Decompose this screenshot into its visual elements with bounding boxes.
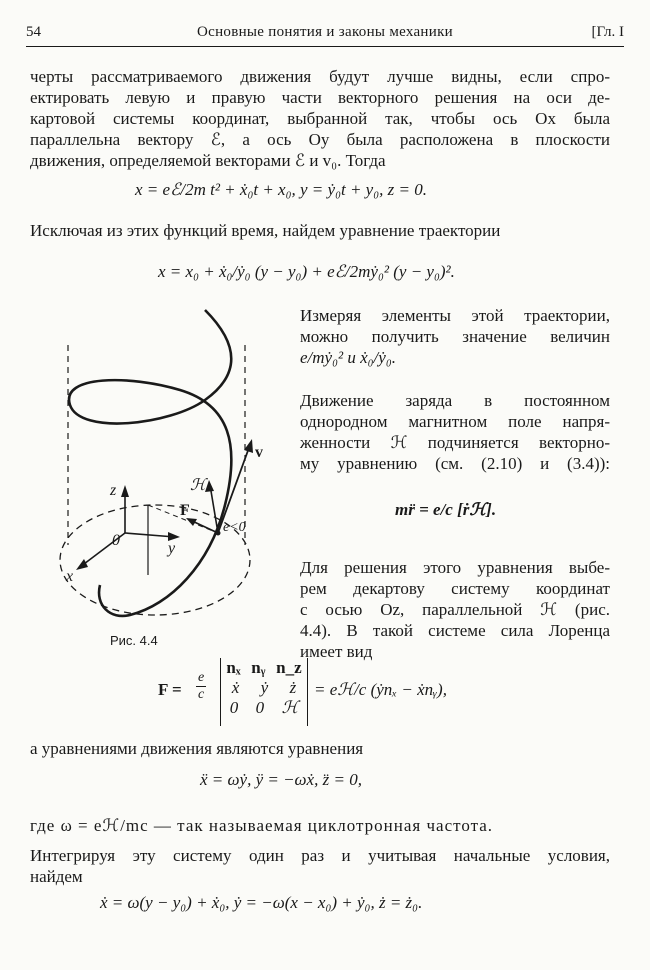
header-rule xyxy=(26,46,624,47)
matrix-fraction xyxy=(196,670,206,703)
rc3-line: имеет вид xyxy=(300,642,373,661)
label-field: ℋ xyxy=(190,477,206,494)
right-column-3 xyxy=(300,557,610,662)
rc2-line: Движение заряда в постоянном xyxy=(300,391,610,410)
rc3-line: рем декартову систему координат xyxy=(300,579,610,598)
det-cell: nₓ xyxy=(226,658,241,677)
para1-line: параллельна вектору ℰ, а ось Oy была расположена в плоскости xyxy=(30,130,610,149)
label-z: z xyxy=(110,482,117,499)
y-axis xyxy=(125,533,175,537)
rc3-line: с осью Oz, параллельной ℋ (рис. xyxy=(300,600,610,619)
det-cell: ẏ xyxy=(260,678,269,697)
para4b-line: Интегрируя эту систему один раз и учитывая начальные условия, xyxy=(30,846,610,865)
equation-1: x = eℰ/2m t² + ẋ₀t + x₀, y = ẏ₀t + y₀, z = 0. xyxy=(135,180,427,199)
label-charge: e<0 xyxy=(223,520,246,535)
matrix-lhs: F = xyxy=(158,680,182,699)
det-cell: ż xyxy=(289,678,297,697)
equation-5: ẋ = ω(y − y₀) + ẋ₀, ẏ = −ω(x − x₀) + ẏ₀, ż = ż₀. xyxy=(100,893,423,912)
rc2-line: му уравнению (см. (2.10) и (3.4)): xyxy=(300,454,610,473)
paragraph-2: Исключая из этих функций время, найдем уравнение траектории xyxy=(30,221,501,240)
right-column-1 xyxy=(300,305,610,368)
rc2-line: женности ℋ подчиняется векторно- xyxy=(300,433,610,452)
rc3-line: 4.4). В такой системе сила Лоренца xyxy=(300,621,610,640)
det-cell: 0 xyxy=(255,698,265,717)
paragraph-4b xyxy=(30,845,610,887)
z-arrow xyxy=(121,485,129,497)
equation-2: x = x₀ + ẋ₀/ẏ₀ (y − y₀) + eℰ/2mẏ₀² (y − y₀)². xyxy=(158,262,455,281)
label-velocity: v xyxy=(255,444,263,461)
equation-3: mr̈ = e/c [ṙℋ]. xyxy=(395,500,497,519)
charge-point xyxy=(216,531,221,536)
chapter-label: [Гл. I xyxy=(591,24,624,40)
page-header xyxy=(26,24,624,46)
page-number: 54 xyxy=(26,24,41,40)
right-column-2 xyxy=(300,390,610,474)
det-cell: 0 xyxy=(229,698,239,717)
determinant xyxy=(220,658,308,726)
label-origin: 0 xyxy=(112,532,120,549)
rc1-line: можно получить значение величин xyxy=(300,327,610,346)
det-cell: nᵧ xyxy=(251,658,266,677)
frac-num: e xyxy=(198,670,205,685)
frac-den: c xyxy=(198,687,205,702)
det-row-2 xyxy=(221,678,307,698)
det-row-3 xyxy=(221,698,307,718)
rc2-line: однородном магнитном поле напря- xyxy=(300,412,610,431)
rc3-line: Для решения этого уравнения выбе- xyxy=(300,558,610,577)
label-x: x xyxy=(66,568,74,585)
para1-line: ектировать левую и правую части векторного решения на оси де- xyxy=(30,88,610,107)
para4b-line: найдем xyxy=(30,867,83,886)
field-arrow xyxy=(205,480,214,492)
rc1-line: e/mẏ₀² и ẋ₀/ẏ₀. xyxy=(300,348,396,367)
paragraph-3: а уравнениями движения являются уравнения xyxy=(30,739,364,758)
helix-trajectory xyxy=(69,310,231,616)
paragraph-4a: где ω = eℋ/mc — так называемая циклотронная частота. xyxy=(30,816,494,835)
paragraph-1 xyxy=(30,66,610,171)
para1-line: черты рассматриваемого движения будут лучше видны, если спро- xyxy=(30,67,610,86)
det-cell: ẋ xyxy=(231,678,240,697)
matrix-rhs: = eℋ/c (ẏnₓ − ẋnᵧ), xyxy=(314,680,447,699)
x-arrow xyxy=(76,559,88,570)
label-force: F xyxy=(180,502,190,519)
det-cell: n_z xyxy=(276,658,302,677)
equation-4: ẍ = ωẏ, ÿ = −ωẋ, z̈ = 0, xyxy=(200,770,362,789)
label-y: y xyxy=(168,540,176,557)
figure-4-4 xyxy=(40,305,290,635)
para1-line: движения, определяемой векторами ℰ и v₀. Тогда xyxy=(30,151,386,170)
rc1-line: Измеряя элементы этой траектории, xyxy=(300,306,610,325)
det-row-1 xyxy=(221,658,307,678)
figure-caption: Рис. 4.4 xyxy=(110,633,158,648)
running-title: Основные понятия и законы механики xyxy=(196,24,454,40)
field-vector xyxy=(210,485,218,533)
det-cell: ℋ xyxy=(281,698,299,717)
para1-line: картовой системы координат, выбранной так, чтобы ось Ox была xyxy=(30,109,610,128)
